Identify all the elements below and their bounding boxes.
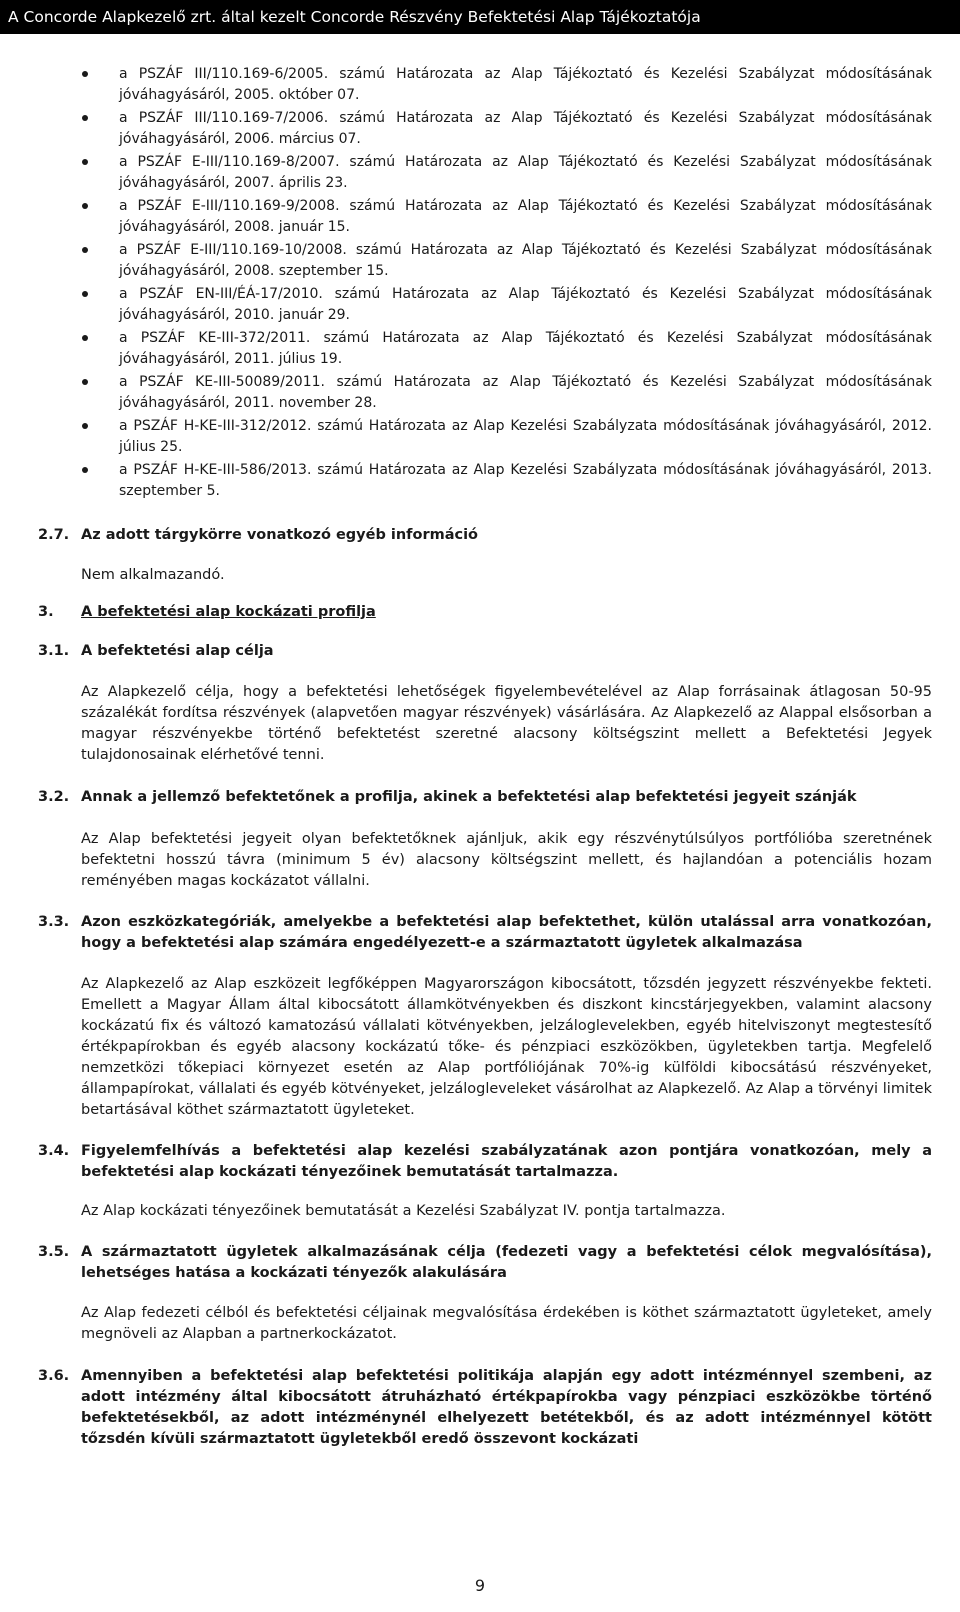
section-text-3-5: Az Alap fedezeti célból és befektetési céljainak megvalósítása érdekében is köthet származtatott ügyleteket, amely megnöveli az Alapban a partnerkockázatot.	[81, 1305, 932, 1342]
list-item: a PSZÁF E-III/110.169-8/2007. számú Határozata az Alap Tájékoztató és Kezelési Szabályzat módosításának jóváhagyásáról, 2007. április 23.	[119, 152, 932, 194]
list-item: a PSZÁF H-KE-III-312/2012. számú Határozata az Alap Kezelési Szabályzata módosításának jóváhagyásáról, 2012. július 25.	[119, 416, 932, 458]
section-heading-3-5	[38, 1242, 932, 1284]
section-heading-3	[38, 602, 932, 623]
list-item: a PSZÁF III/110.169-7/2006. számú Határozata az Alap Tájékoztató és Kezelési Szabályzat módosításának jóváhagyásáról, 2006. március 07.	[119, 108, 932, 150]
list-item: a PSZÁF H-KE-III-586/2013. számú Határozata az Alap Kezelési Szabályzata módosításának jóváhagyásáról, 2013. szeptember 5.	[119, 460, 932, 502]
section-number: 3.	[38, 604, 54, 620]
section-heading-3-1	[38, 641, 932, 662]
list-item: a PSZÁF EN-III/ÉÁ-17/2010. számú Határozata az Alap Tájékoztató és Kezelési Szabályzat módosításának jóváhagyásáról, 2010. január 29.	[119, 284, 932, 326]
list-item: a PSZÁF KE-III-372/2011. számú Határozata az Alap Tájékoztató és Kezelési Szabályzat módosításának jóváhagyásáról, 2011. július 19.	[119, 328, 932, 370]
section-number: 3.2.	[38, 789, 70, 805]
list-item: a PSZÁF KE-III-50089/2011. számú Határozata az Alap Tájékoztató és Kezelési Szabályzat módosításának jóváhagyásáról, 2011. november 28.	[119, 372, 932, 414]
section-number: 3.6.	[38, 1368, 70, 1384]
document-body	[38, 64, 932, 1450]
section-heading-3-4	[38, 1141, 932, 1183]
section-title: A származtatott ügyletek alkalmazásának célja (fedezeti vagy a befektetési célok megvalósítása), lehetséges hatása a kockázati tényezők alakulására	[81, 1244, 932, 1281]
section-heading-3-3	[38, 912, 932, 954]
section-heading-3-2	[38, 787, 932, 808]
section-number: 3.4.	[38, 1143, 70, 1159]
section-title: Az adott tárgykörre vonatkozó egyéb információ	[81, 527, 479, 543]
list-item: a PSZÁF E-III/110.169-9/2008. számú Határozata az Alap Tájékoztató és Kezelési Szabályzat módosításának jóváhagyásáról, 2008. január 15.	[119, 196, 932, 238]
list-item: a PSZÁF III/110.169-6/2005. számú Határozata az Alap Tájékoztató és Kezelési Szabályzat módosításának jóváhagyásáról, 2005. október 07.	[119, 64, 932, 106]
section-title: Azon eszközkategóriák, amelyekbe a befektetési alap befektethet, külön utalással arra vonatkozóan, hogy a befektetési alap számára engedélyezett-e a származtatott ügyletek alkalmazása	[81, 914, 932, 951]
section-title: Figyelemfelhívás a befektetési alap kezelési szabályzatának azon pontjára vonatkozóan, mely a befektetési alap kockázati tényezőinek bemutatását tartalmazza.	[81, 1143, 932, 1180]
page-number: 9	[474, 1576, 486, 1595]
section-title: Amennyiben a befektetési alap befektetési politikája alapján egy adott intézménnyel szembeni, az adott intézmény által kibocsátott átruházható értékpapírokba vagy pénzpiaci eszközökbe történő befektetésekből, az adott intézménynél elhelyezett betétekből, és az adott intézménnyel kötött tőzsdén kívüli származtatott ügyletekből eredő összevont kockázati	[81, 1368, 932, 1447]
section-number: 3.5.	[38, 1244, 70, 1260]
section-title: A befektetési alap kockázati profilja	[81, 604, 376, 620]
section-text-3-2: Az Alap befektetési jegyeit olyan befektetőknek ajánljuk, akik egy részvénytúlsúlyos portfólióba szeretnének befektetni hosszú távra (minimum 5 év) alacsony költségszint mellett, és hajlandóan a potenciális hozam reményében magas kockázatot vállalni.	[81, 831, 932, 889]
page-header: A Concorde Alapkezelő zrt. által kezelt Concorde Részvény Befektetési Alap Tájékoztatója	[0, 0, 960, 34]
section-heading-2-7	[38, 525, 932, 546]
section-text-3-1: Az Alapkezelő célja, hogy a befektetési lehetőségek figyelembevételével az Alap forrásainak átlagosan 50-95 százalékát fordítsa részvények (alapvetően magyar részvények) vásárlására. Az Alapkezelő az Alappal elsősorban a magyar részvényekbe történő befektetést szeretné alacsony költségszint mellett a Befektetési Jegyek tulajdonosainak elérhetővé tenni.	[81, 684, 932, 763]
section-number: 2.7.	[38, 527, 70, 543]
section-title: Annak a jellemző befektetőnek a profilja, akinek a befektetési alap befektetési jegyeit szánják	[81, 789, 857, 805]
section-heading-3-6	[38, 1366, 932, 1450]
list-item: a PSZÁF E-III/110.169-10/2008. számú Határozata az Alap Tájékoztató és Kezelési Szabályzat módosításának jóváhagyásáról, 2008. szeptember 15.	[119, 240, 932, 282]
section-number: 3.1.	[38, 643, 70, 659]
section-text-2-7: Nem alkalmazandó.	[81, 567, 225, 583]
section-number: 3.3.	[38, 914, 70, 930]
section-text-3-4: Az Alap kockázati tényezőinek bemutatását a Kezelési Szabályzat IV. pontja tartalmazza.	[81, 1203, 726, 1219]
section-title: A befektetési alap célja	[81, 643, 274, 659]
section-text-3-3: Az Alapkezelő az Alap eszközeit legfőképpen Magyarországon kibocsátott, tőzsdén jegyzett részvényekbe fekteti. Emellett a Magyar Állam által kibocsátott államkötvényekben és diszkont kincstárjegyekben, valamint alacsony kockázatú fix és változó kamatozású vállalati kötvényekben, jelzáloglevelekben, egyéb hitelviszonyt megtestesítő értékpapírokban és egyéb alacsony kockázatú tőke- és pénzpiaci eszközökben, ügyletekben tartja. Megfelelő nemzetközi tőkepiaci környezet esetén az Alap portfóliójának 70%-ig külföldi kibocsátású részvényeket, állampapírokat, vállalati és egyéb kötvényeket, jelzálogleveleket vásárolhat az Alapkezelő. Az Alap a törvényi limitek betartásával köthet származtatott ügyleteket.	[81, 976, 932, 1118]
resolution-list	[119, 64, 932, 502]
